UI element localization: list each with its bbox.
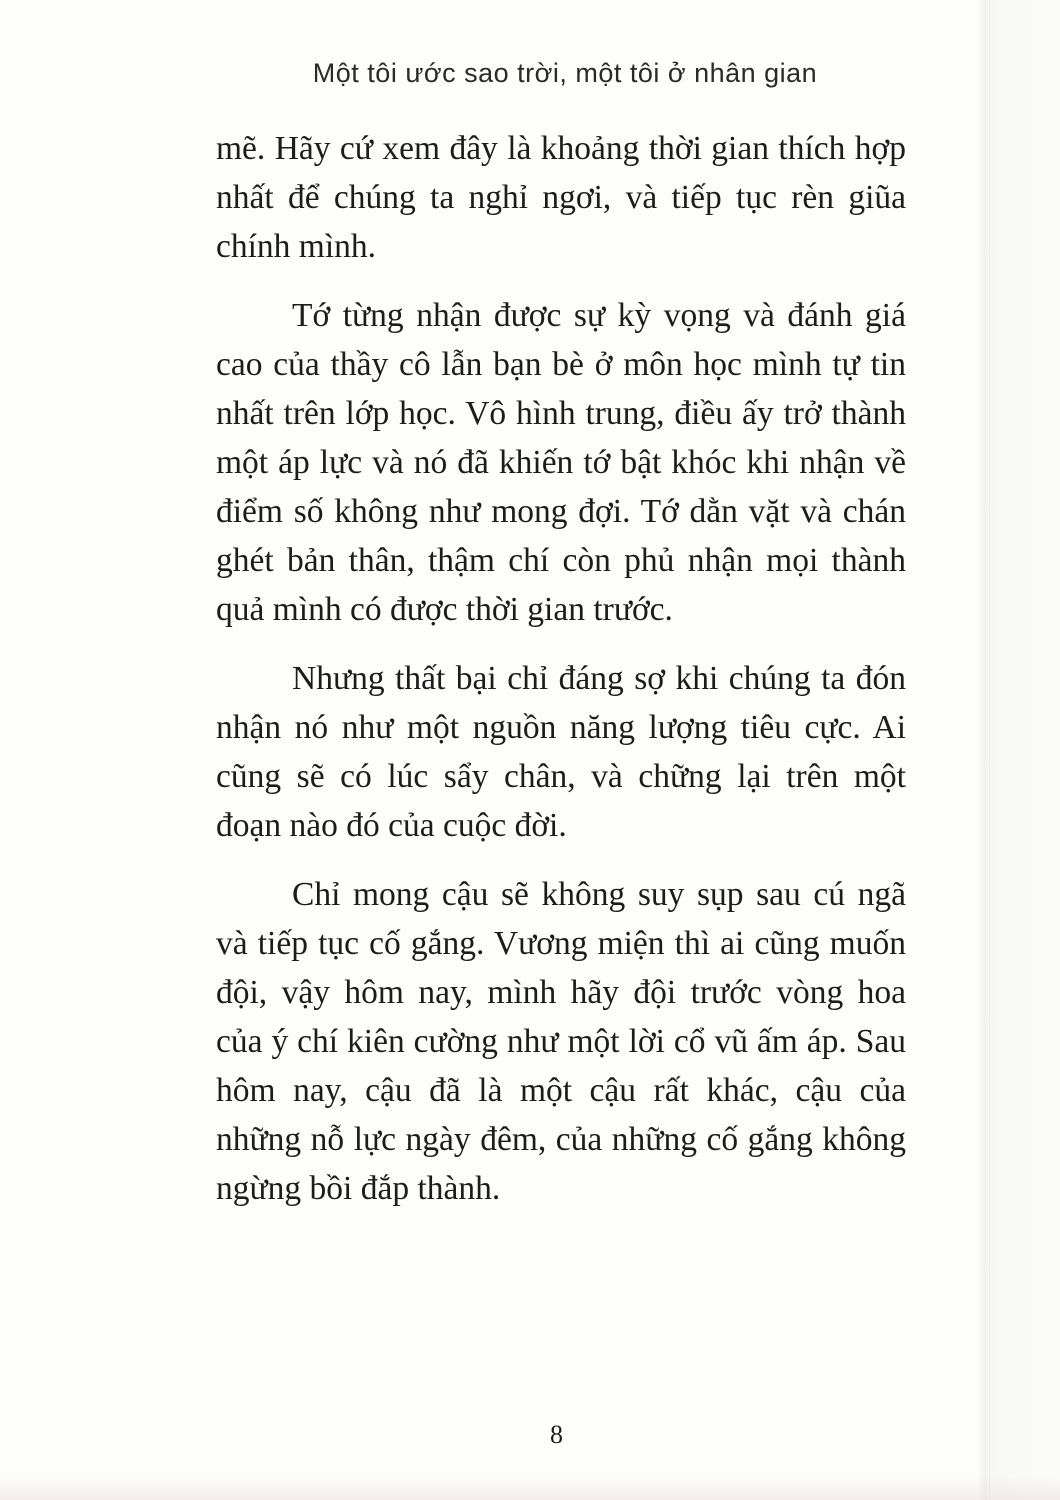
page-number: 8 — [550, 1420, 563, 1449]
bottom-edge-tint — [0, 1476, 1060, 1500]
paragraph-pressure: Tớ từng nhận được sự kỳ vọng và đánh giá cao của thầy cô lẫn bạn bè ở môn học mình tự tin nhất trên lớp học. Vô hình trung, điều ấy trở thành một áp lực và nó đã khiến tớ bật khóc khi nhận về điểm số không như mong đợi. Tớ dằn vặt và chán ghét bản thân, thậm chí còn phủ nhận mọi thành quả mình có được thời gian trước. — [216, 297, 906, 628]
paragraph-continuation: mẽ. Hãy cứ xem đây là khoảng thời gian thích hợp nhất để chúng ta nghỉ ngơi, và tiếp tục rèn giũa chính mình. — [216, 130, 906, 265]
page-edge — [989, 0, 1060, 1500]
paragraph-encouragement: Chỉ mong cậu sẽ không suy sụp sau cú ngã và tiếp tục cố gắng. Vương miện thì ai cũng muốn đội, vậy hôm nay, mình hãy đội trước vòng hoa của ý chí kiên cường như một lời cổ vũ ấm áp. Sau hôm nay, cậu đã là một cậu rất khác, cậu của những nỗ lực ngày đêm, của những cố gắng không ngừng bồi đắp thành. — [216, 876, 906, 1207]
running-header-title: Một tôi ước sao trời, một tôi ở nhân gian — [312, 58, 818, 88]
paragraph-failure: Nhưng thất bại chỉ đáng sợ khi chúng ta đón nhận nó như một nguồn năng lượng tiêu cực. Ai cũng sẽ có lúc sẩy chân, và chững lại trên một đoạn nào đó của cuộc đời. — [216, 660, 906, 844]
body-text — [216, 124, 906, 1233]
